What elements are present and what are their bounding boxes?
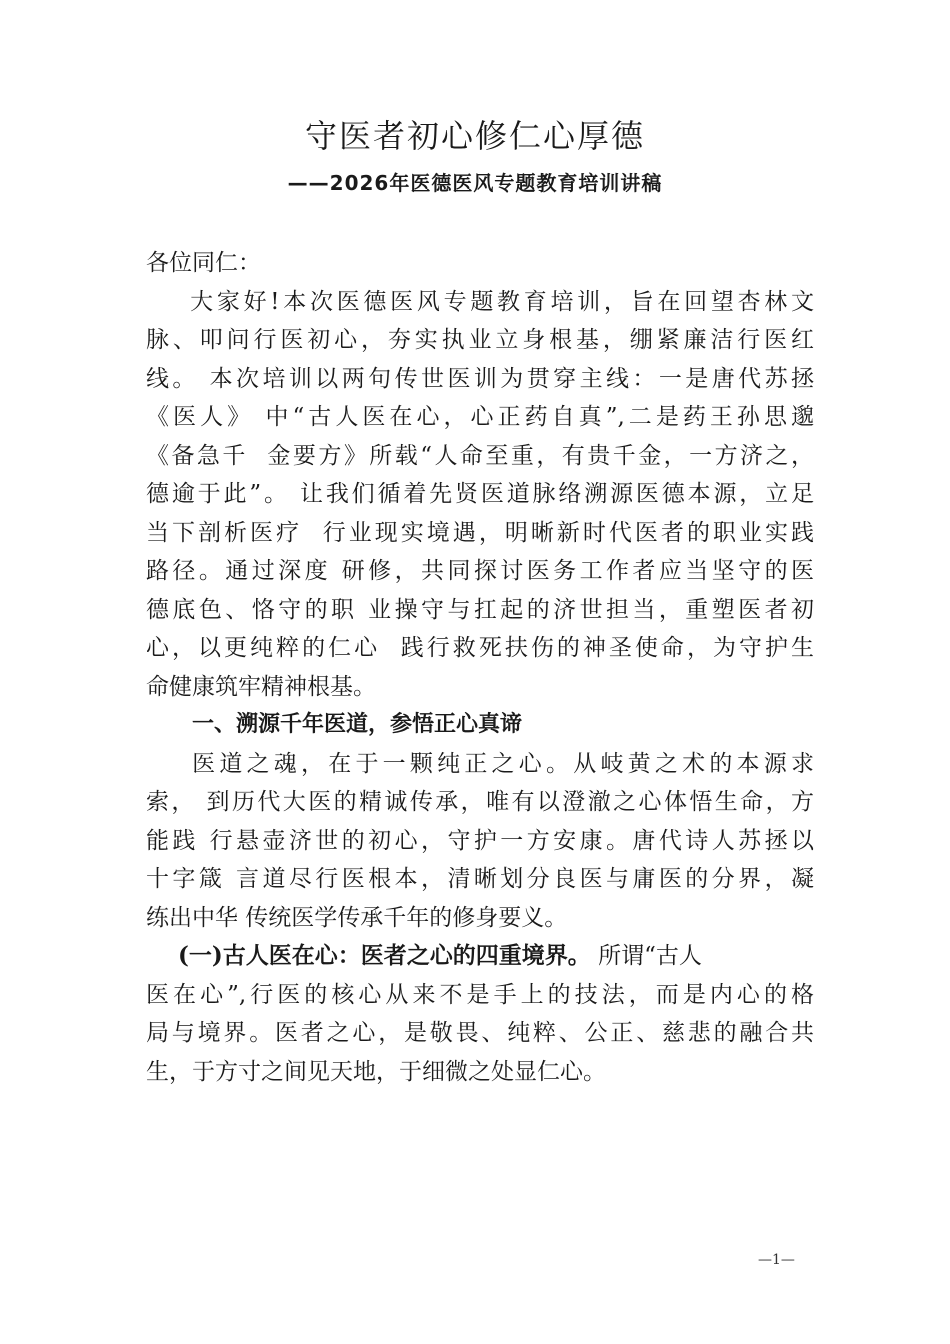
document-title: 守医者初心修仁心厚德 (304, 117, 645, 155)
paragraph-line: 德逾于此”。 让我们循着先贤医道脉络溯源医德本源，立足 (146, 481, 814, 507)
paragraph-line: 线。 本次培训以两句传世医训为贯穿主线：一是唐代苏拯 (146, 365, 814, 392)
paragraph-line: 心，以更纯粹的仁心 践行救死扶伤的神圣使命，为守护生 (146, 635, 814, 661)
paragraph-line: 当下剖析医疗 行业现实境遇，明晰新时代医者的职业实践 (146, 519, 814, 546)
subsection-heading: (一)古人医在心：医者之心的四重境界。 (146, 942, 591, 969)
paragraph-line: 索， 到历代大医的精诚传承，唯有以澄澈之心体悟生命，方 (146, 789, 814, 815)
paragraph-line: 大家好!本次医德医风专题教育培训，旨在回望杏林文 (146, 288, 814, 315)
paragraph-line: 脉、叩问行医初心，夯实执业立身根基，绷紧廉洁行医红 (146, 327, 814, 353)
section-heading: 一、溯源千年医道，参悟正心真谛 (192, 712, 523, 737)
greeting: 各位同仁： (146, 250, 261, 276)
subsection-text: 所谓“古人 (590, 943, 702, 969)
paragraph-line: 《医人》 中“古人医在心，心正药自真”,二是药王孙思邈 (146, 404, 814, 430)
page-number: —1— (758, 1252, 795, 1268)
paragraph-line: 德底色、恪守的职 业操守与扛起的济世担当，重塑医者初 (146, 596, 814, 623)
paragraph-line: 《备急千 金要方》所载“人命至重，有贵千金，一方济之， (146, 442, 814, 469)
paragraph-line: 医在心”,行医的核心从来不是手上的技法，而是内心的格 (146, 981, 814, 1008)
document-subtitle: ——2026年医德医风专题教育培训讲稿 (287, 171, 663, 195)
paragraph-line: 局与境界。医者之心，是敬畏、纯粹、公正、慈悲的融合共 (146, 1020, 814, 1046)
paragraph-line: 命健康筑牢精神根基。 (146, 673, 376, 700)
paragraph-line: 能践 行悬壶济世的初心，守护一方安康。唐代诗人苏拯以 (146, 827, 814, 854)
document-body (146, 244, 814, 1091)
paragraph-line: 医道之魂，在于一颗纯正之心。从岐黄之术的本源求 (146, 750, 814, 777)
paragraph-line: 十字箴 言道尽行医根本，清晰划分良医与庸医的分界，凝 (146, 866, 814, 892)
paragraph-line: 路径。通过深度 研修，共同探讨医务工作者应当坚守的医 (146, 558, 814, 584)
paragraph-line: 生，于方寸之间见天地，于细微之处显仁心。 (146, 1058, 606, 1085)
subsection-line (146, 937, 814, 976)
paragraph-line: 练出中华 传统医学传承千年的修身要义。 (146, 904, 568, 931)
